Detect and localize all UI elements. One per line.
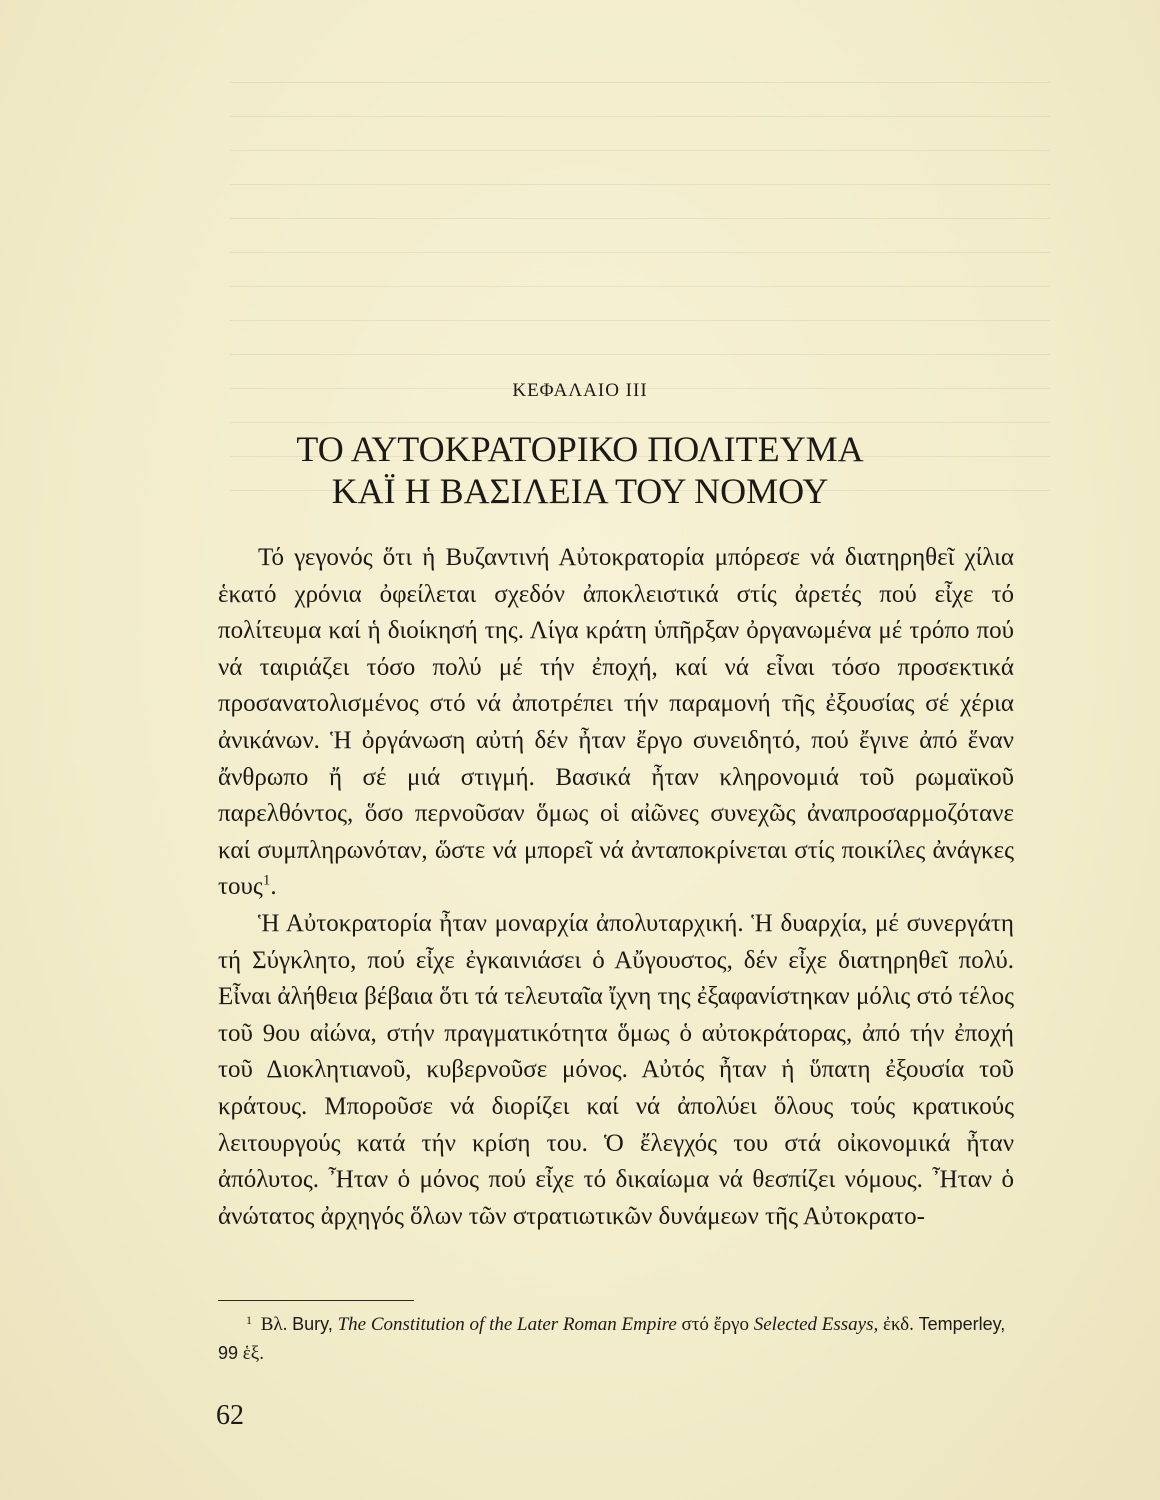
footnote-in-text: στό ἔργο: [681, 1314, 749, 1335]
paragraph-2: Ἡ Αὐτοκρατορία ἦταν μοναρχία ἀπολυταρχική. Ἡ δυαρχία, μέ συνεργάτη τή Σύγκλητο, πού εἶχε ἐγκαινιάσει ὁ Αὔγουστος, δέν εἶχε διατηρηθεῖ πολύ. Εἶναι ἀλήθεια βέβαια ὅτι τά τελευταῖα ἴχνη της ἐξαφανίστηκαν μόλις στό τέλος τοῦ 9ου αἰώνα, στήν πραγματικότητα ὅμως ὁ αὐτοκράτορας, ἀπό τήν ἐποχή τοῦ Διοκλητιανοῦ, κυβερνοῦσε μόνος. Αὐτός ἦταν ἡ ὕπατη ἐξουσία τοῦ κράτους. Μποροῦσε νά διορίζει καί νά ἀπολύει ὅλους τούς κρατικούς λειτουργούς κατά τήν κρίση του. Ὁ ἔλεγχός του στά οἰκονομικά ἦταν ἀπόλυτος. Ἦταν ὁ μόνος πού εἶχε τό δικαίωμα νά θεσπίζει νόμους. Ἦταν ὁ ἀνώτατος ἀρχηγός ὅλων τῶν στρατιωτικῶν δυνάμεων τῆς Αὐτοκρατο-: [218, 909, 1014, 1230]
footnote-collection-title: Selected Essays,: [753, 1314, 879, 1335]
footnote-editor-prefix: ἐκδ.: [883, 1314, 914, 1335]
footnote-marker: 1: [246, 1313, 252, 1327]
footnote-author: Bury,: [292, 1314, 333, 1334]
body-text: [218, 540, 1014, 1235]
footnote-divider: [218, 1300, 414, 1301]
chapter-label: ΚΕΦΑΛΑΙΟ ΙΙΙ: [512, 380, 648, 401]
footnote-work-title: The Constitution of the Later Roman Empire: [337, 1314, 677, 1335]
paragraph-1-end: .: [270, 873, 277, 901]
footnote-reference: 1: [262, 873, 271, 890]
footnote-editor: Temperley, 99: [218, 1314, 1006, 1363]
chapter-title-line-2: ΚΑΪ Η ΒΑΣΙΛΕΙΑ ΤΟΥ ΝΟΜΟΥ: [331, 471, 829, 511]
paragraph-1-text: Τό γεγονός ὅτι ἡ Βυζαντινή Αὐτοκρατορία μπόρεσε νά διατηρηθεῖ χίλια ἑκατό χρόνια ὀφείλεται σχεδόν ἀποκλειστικά στίς ἀρετές πού εἶχε τό πολίτευμα καί ἡ διοίκησή της. Λίγα κράτη ὑπῆρξαν ὀργανωμένα μέ τρόπο πού νά ταιριάζει τόσο πολύ μέ τήν ἐποχή, καί νά εἶναι τόσο προσεκτικά προσανατολισμένος στό νά ἀποτρέπει τήν παραμονή τῆς ἐξουσίας σέ χέρια ἀνικάνων. Ἡ ὀργάνωση αὐτή δέν ἦταν ἔργο συνειδητό, πού ἔγινε ἀπό ἕναν ἄνθρωπο ἤ σέ μιά στιγμή. Βασικά ἦταν κληρονομιά τοῦ ρωμαϊκοῦ παρελθόντος, ὅσο περνοῦσαν ὅμως οἱ αἰῶνες συνεχῶς ἀναπροσαρμοζότανε καί συμπληρωνόταν, ὥστε νά μπορεῖ νά ἀνταποκρίνεται στίς ποικίλες ἀνάγκες τους: [218, 544, 1014, 901]
chapter-title-line-1: ΤΟ ΑΥΤΟΚΡΑΤΟΡΙΚΟ ΠΟΛΙΤΕΥΜΑ: [296, 429, 864, 469]
paragraph-1: [218, 540, 1014, 906]
chapter-title: [0, 428, 1160, 512]
footnote-prefix: Βλ.: [260, 1314, 288, 1335]
footnote: [218, 1306, 1014, 1368]
footnote-suffix: ἑξ.: [242, 1343, 264, 1364]
page-number: 62: [216, 1400, 244, 1431]
